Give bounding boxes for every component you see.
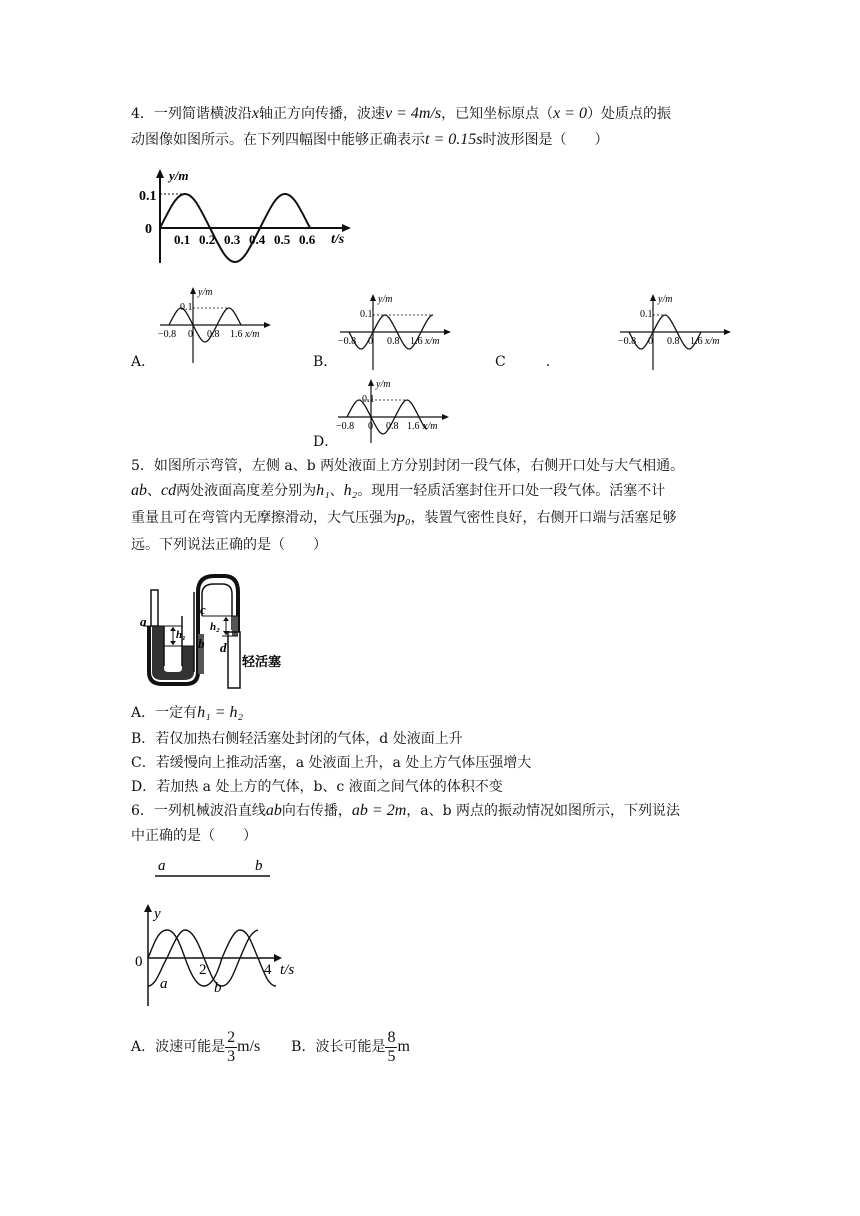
svg-text:x/m: x/m: [423, 421, 438, 432]
svg-text:h₂: h₂: [210, 621, 220, 633]
svg-text:0.1: 0.1: [362, 394, 375, 405]
var-x: x: [251, 105, 260, 122]
svg-text:y/m: y/m: [376, 379, 391, 390]
svg-text:a: a: [160, 976, 168, 992]
option-c-graph: [618, 292, 748, 372]
svg-text:0.1: 0.1: [180, 302, 193, 313]
tick-0.1: 0.1: [174, 232, 191, 247]
svg-text:0.8: 0.8: [207, 329, 220, 340]
svg-text:b: b: [198, 636, 205, 651]
svg-text:0: 0: [368, 421, 373, 432]
tick-0.6: 0.6: [299, 232, 316, 247]
svg-text:c: c: [200, 602, 206, 617]
tick-0.2: 0.2: [199, 232, 216, 247]
svg-text:a: a: [140, 614, 147, 629]
option-a-graph: [158, 285, 288, 365]
svg-text:1.6: 1.6: [690, 336, 703, 347]
tick-0.3: 0.3: [224, 232, 241, 247]
option-b-label: B．: [313, 354, 338, 370]
q6-choices: A．波速可能是 $\frac{2}{3}$ m/s B．波长可能是 $\frac{8}{5}$ m: [131, 1028, 410, 1065]
amp-label: 0.1: [139, 189, 157, 204]
origin-label: 0: [145, 222, 152, 237]
svg-text:x/m: x/m: [245, 329, 260, 340]
svg-text:−0.8: −0.8: [336, 421, 355, 432]
svg-text:d: d: [220, 640, 227, 655]
svg-text:y/m: y/m: [198, 287, 213, 298]
q4-line2: 动图像如图所示。在下列四幅图中能够正确表示t = 0.15s时波形图是（ ）: [131, 131, 609, 148]
q6-line-ab: [150, 852, 310, 882]
svg-text:a: a: [158, 858, 166, 874]
q5-line1: 5．如图所示弯管，左侧 a、b 两处液面上方分别封闭一段气体，右侧开口处与大气相通。: [131, 458, 685, 474]
q5-line3: 重量且可在弯管内无摩擦滑动，大气压强为p₀，装置气密性良好，右侧开口端与活塞足够: [131, 509, 677, 526]
q4-line1: 4．一列简谐横波沿x轴正方向传播，波速v = 4m/s，已知坐标原点（x = 0）处质点的振: [131, 105, 672, 122]
svg-text:0.1: 0.1: [360, 309, 373, 320]
tick-0.5: 0.5: [274, 232, 291, 247]
q6-vibration-graph: [130, 900, 310, 1010]
svg-text:1.6: 1.6: [407, 421, 420, 432]
svg-text:y/m: y/m: [378, 294, 393, 305]
svg-text:0.8: 0.8: [387, 336, 400, 347]
x0-eq: x = 0: [553, 105, 588, 122]
svg-text:y/m: y/m: [658, 294, 673, 305]
svg-text:x/m: x/m: [705, 336, 720, 347]
x-axis-label: t/s: [331, 232, 345, 247]
svg-text:0: 0: [648, 336, 653, 347]
option-c-label: C .: [495, 354, 551, 370]
svg-text:0.8: 0.8: [386, 421, 399, 432]
q5-choice-c: C．若缓慢向上推动活塞，a 处液面上升，a 处上方气体压强增大: [131, 755, 532, 771]
q5-line4: 远。下列说法正确的是（ ）: [131, 537, 327, 553]
svg-text:x/m: x/m: [425, 336, 440, 347]
svg-text:0: 0: [135, 954, 143, 970]
svg-text:0: 0: [368, 336, 373, 347]
q5-tube-diagram: [138, 572, 298, 692]
q5-line2: ab、cd两处液面高度差分别为h₁、h₂。现用一轻质活塞封住开口处一段气体。活塞不计: [131, 482, 666, 499]
q6-line1: 6．一列机械波沿直线ab向右传播，ab = 2m，a、b 两点的振动情况如图所示，下列说法: [131, 802, 681, 819]
q5-choice-a: A．一定有h₁ = h₂: [131, 704, 244, 721]
svg-text:1.6: 1.6: [410, 336, 423, 347]
frac-2-3: $\frac{2}{3}$: [227, 1028, 236, 1065]
y-axis-label: y/m: [169, 168, 189, 183]
q4-vibration-graph: [135, 166, 375, 271]
q6-line2: 中正确的是（ ）: [131, 828, 257, 844]
q5-choice-d: D．若加热 a 处上方的气体，b、c 液面之间气体的体积不变: [131, 779, 503, 795]
frac-8-5: $\frac{8}{5}$: [387, 1028, 396, 1065]
svg-text:0.1: 0.1: [640, 309, 653, 320]
svg-text:2: 2: [199, 962, 207, 978]
svg-text:b: b: [255, 858, 263, 874]
svg-text:−0.8: −0.8: [338, 336, 357, 347]
tick-0.4: 0.4: [249, 232, 266, 247]
svg-text:h₁: h₁: [176, 629, 186, 641]
svg-text:−0.8: −0.8: [618, 336, 637, 347]
svg-text:t/s: t/s: [280, 962, 295, 978]
option-a-label: A．: [131, 354, 156, 370]
svg-text:b: b: [214, 980, 222, 996]
svg-text:轻活塞: 轻活塞: [242, 654, 282, 669]
svg-text:y: y: [154, 906, 161, 922]
option-d-graph: [336, 377, 466, 457]
option-b-graph: [338, 292, 468, 372]
svg-text:1.6: 1.6: [230, 329, 243, 340]
speed-eq: v = 4m/s: [385, 105, 442, 122]
q5-choice-b: B．若仅加热右侧轻活塞处封闭的气体，d 处液面上升: [131, 731, 463, 747]
svg-text:0: 0: [188, 329, 193, 340]
svg-text:4: 4: [264, 962, 272, 978]
time-eq: t = 0.15s: [425, 131, 483, 148]
svg-text:0.8: 0.8: [667, 336, 680, 347]
option-d-label: D．: [313, 434, 339, 450]
svg-text:−0.8: −0.8: [158, 329, 177, 340]
